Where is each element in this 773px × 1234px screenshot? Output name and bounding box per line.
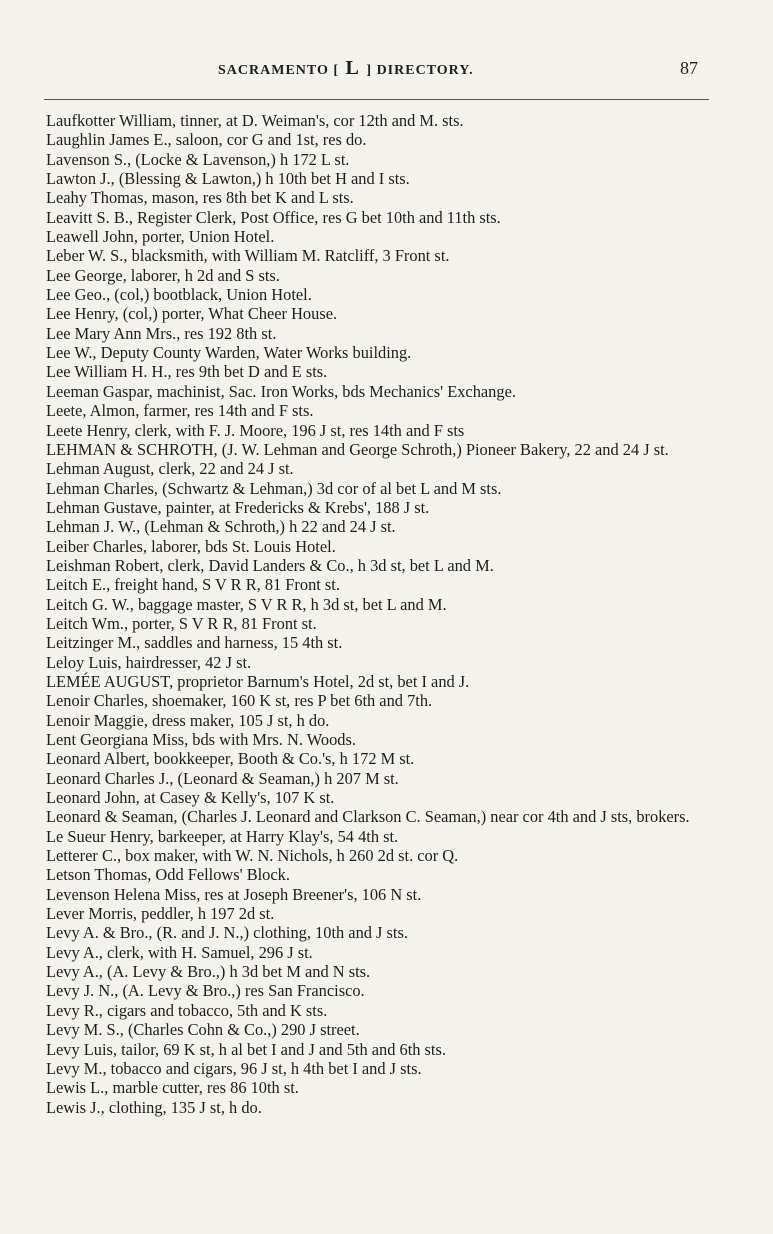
directory-entry: Letterer C., box maker, with W. N. Nichols, h 260 2d st. cor Q. (46, 846, 459, 866)
directory-entry: Lee Geo., (col,) bootblack, Union Hotel. (46, 285, 312, 305)
directory-entry: Levenson Helena Miss, res at Joseph Breener's, 106 N st. (46, 884, 422, 904)
running-head-letter: L (345, 57, 360, 79)
page-number: 87 (680, 58, 698, 78)
directory-entry: Lee George, laborer, h 2d and S sts. (46, 265, 280, 285)
directory-entry: Lee W., Deputy County Warden, Water Works building. (46, 343, 412, 363)
running-head-bracket-open: [ (333, 63, 340, 78)
directory-entry: Lehman J. W., (Lehman & Schroth,) h 22 and 24 J st. (46, 517, 396, 537)
running-head-label: DIRECTORY. (376, 63, 474, 78)
directory-entry: Lever Morris, peddler, h 197 2d st. (46, 904, 275, 924)
header-rule (44, 99, 709, 100)
directory-entry: Leawell John, porter, Union Hotel. (46, 227, 275, 247)
directory-entry: Leavitt S. B., Register Clerk, Post Office, res G bet 10th and 11th sts. (46, 207, 501, 227)
directory-entry: Laufkotter William, tinner, at D. Weiman's, cor 12th and M. sts. (46, 111, 464, 130)
directory-entry: Leishman Robert, clerk, David Landers & Co., h 3d st, bet L and M. (46, 555, 494, 575)
directory-entry: Levy Luis, tailor, 69 K st, h al bet I and J and 5th and 6th sts. (46, 1039, 446, 1059)
directory-entry: Leahy Thomas, mason, res 8th bet K and L sts. (46, 188, 354, 208)
directory-entry: Leitch E., freight hand, S V R R, 81 Front st. (46, 575, 340, 595)
directory-entry: Lenoir Maggie, dress maker, 105 J st, h do. (46, 710, 330, 730)
directory-entry: Le Sueur Henry, barkeeper, at Harry Klay's, 54 4th st. (46, 826, 399, 846)
directory-entry: LEMÉE AUGUST, proprietor Barnum's Hotel, 2d st, bet I and J. (46, 671, 470, 691)
running-head-city: SACRAMENTO (218, 63, 329, 78)
directory-entry: Lehman August, clerk, 22 and 24 J st. (46, 459, 294, 479)
directory-entry: Leeman Gaspar, machinist, Sac. Iron Works, bds Mechanics' Exchange. (46, 381, 516, 401)
directory-entry: Leiber Charles, laborer, bds St. Louis Hotel. (46, 536, 336, 556)
directory-entry: Laughlin James E., saloon, cor G and 1st, res do. (46, 130, 367, 150)
directory-entry: Levy A. & Bro., (R. and J. N.,) clothing, 10th and J sts. (46, 923, 408, 943)
directory-entry: Lee Mary Ann Mrs., res 192 8th st. (46, 323, 277, 343)
directory-entry: Levy A., clerk, with H. Samuel, 296 J st. (46, 942, 313, 962)
directory-entry: Letson Thomas, Odd Fellows' Block. (46, 865, 290, 885)
directory-entry: Lewis J., clothing, 135 J st, h do. (46, 1097, 262, 1117)
directory-entry: Leonard Albert, bookkeeper, Booth & Co.'s, h 172 M st. (46, 749, 415, 769)
directory-entry: Levy A., (A. Levy & Bro.,) h 3d bet M and N sts. (46, 962, 371, 982)
directory-entry: Leete, Almon, farmer, res 14th and F sts. (46, 401, 314, 421)
directory-entry: Lewis L., marble cutter, res 86 10th st. (46, 1078, 299, 1098)
directory-entry: Lent Georgiana Miss, bds with Mrs. N. Woods. (46, 730, 356, 749)
directory-entry: Leitch G. W., baggage master, S V R R, h 3d st, bet L and M. (46, 594, 447, 614)
directory-entry: Levy M. S., (Charles Cohn & Co.,) 290 J street. (46, 1020, 360, 1040)
directory-entries (46, 111, 726, 1117)
directory-entry: Lawton J., (Blessing & Lawton,) h 10th bet H and I sts. (46, 169, 410, 189)
directory-entry: Lavenson S., (Locke & Lavenson,) h 172 L st. (46, 149, 350, 169)
directory-entry: Lehman Gustave, painter, at Fredericks & Krebs', 188 J st. (46, 497, 430, 517)
directory-entry: Leber W. S., blacksmith, with William M. Ratcliff, 3 Front st. (46, 246, 450, 266)
directory-entry: Leloy Luis, hairdresser, 42 J st. (46, 652, 252, 672)
directory-entry: Leonard Charles J., (Leonard & Seaman,) h 207 M st. (46, 768, 399, 788)
directory-entry: Leonard & Seaman, (Charles J. Leonard and Clarkson C. Seaman,) near cor 4th and J sts, brokers. (46, 807, 690, 827)
directory-entry: Levy R., cigars and tobacco, 5th and K sts. (46, 1000, 328, 1020)
directory-entry: Lee Henry, (col,) porter, What Cheer House. (46, 304, 338, 324)
directory-entry: Lenoir Charles, shoemaker, 160 K st, res P bet 6th and 7th. (46, 691, 433, 711)
directory-entry: Leete Henry, clerk, with F. J. Moore, 196 J st, res 14th and F sts (46, 420, 465, 440)
directory-entry: Lee William H. H., res 9th bet D and E sts. (46, 362, 328, 382)
directory-entry: Leitzinger M., saddles and harness, 15 4th st. (46, 633, 343, 653)
directory-entry: Leitch Wm., porter, S V R R, 81 Front st. (46, 613, 317, 633)
running-head-bracket-close: ] (366, 63, 373, 78)
running-head (0, 56, 773, 80)
directory-entry: LEHMAN & SCHROTH, (J. W. Lehman and George Schroth,) Pioneer Bakery, 22 and 24 J st. (46, 439, 669, 459)
directory-entry: Leonard John, at Casey & Kelly's, 107 K st. (46, 788, 335, 808)
directory-entry: Levy M., tobacco and cigars, 96 J st, h 4th bet I and J sts. (46, 1058, 422, 1078)
directory-entry: Lehman Charles, (Schwartz & Lehman,) 3d cor of al bet L and M sts. (46, 478, 502, 498)
running-head-title (218, 56, 474, 83)
directory-entry: Levy J. N., (A. Levy & Bro.,) res San Francisco. (46, 981, 365, 1001)
